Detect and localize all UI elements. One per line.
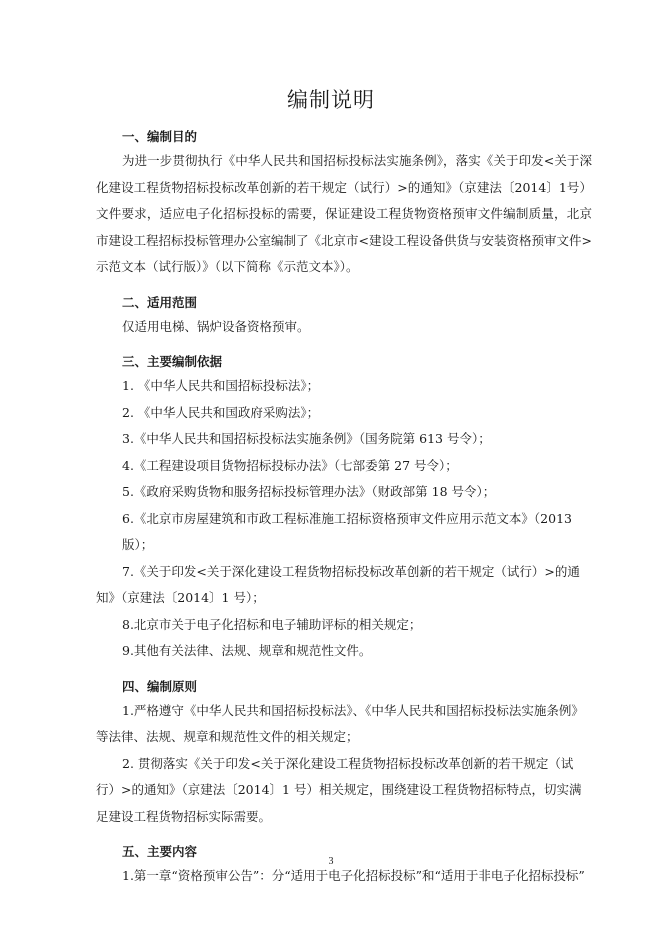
basis-item: 3.《中华人民共和国招标投标法实施条例》（国务院第 613 号令）； [122,431,491,446]
section-heading-purpose: 一、编制目的 [122,129,198,144]
basis-item: 2. 《中华人民共和国政府采购法》； [122,404,320,420]
principle-item: 1.严格遵守《中华人民共和国招标投标法》、《中华人民共和国招标投标法实施条例》等法律、法规、规章和规范性文件的相关规定； [96,702,584,744]
purpose-paragraph: 为进一步贯彻执行《中华人民共和国招标投标法实施条例》，落实《关于印发<关于深化建设工程货物招标投标改革创新的若干规定（试行）>的通知》（京建法〔2014〕1号）文件要求，适应电子化招标投标的需要，保证建设工程货物资格预审文件编制质量，北京市建设工程招标投标管理办公室编制了《北京市<建设工程设备供货与安装资格预审文件>示范文本（试行版）》（以下简称《示范文本》）。 [96,153,592,274]
document-body [96,126,592,890]
section-heading-principles: 四、编制原则 [122,678,198,694]
section-heading-scope: 二、适用范围 [122,294,198,310]
principle-item: 2. 贯彻落实《关于印发<关于深化建设工程货物招标投标改革创新的若干规定（试行）>的通知》（京建法〔2014〕1 号）相关规定，围绕建设工程货物招标特点，切实满足建设工程货物招标实际需要。 [96,755,582,824]
basis-item: 4.《工程建设项目货物招标投标办法》（七部委第 27 号令）； [122,457,458,473]
page-number: 3 [328,856,334,867]
basis-item: 8.北京市关于电子化招标和电子辅助评标的相关规定； [122,616,422,632]
section-heading-basis: 三、主要编制依据 [122,354,223,369]
section-heading-contents: 五、主要内容 [122,844,198,859]
basis-item: 1. 《中华人民共和国招标投标法》； [122,378,320,393]
contents-item: 1.第一章“资格预审公告”：分“适用于电子化招标投标”和“适用于非电子化招标投标” [122,868,585,883]
basis-item: 5.《政府采购货物和服务招标投标管理办法》（财政部第 18 号令）； [122,484,496,499]
scope-paragraph: 仅适用电梯、锅炉设备资格预审。 [122,318,310,334]
document-title: 编制说明 [287,88,375,112]
basis-item: 6.《北京市房屋建筑和市政工程标准施工招标资格预审文件应用示范文本》（2013 版）； [122,510,572,552]
basis-item: 9.其他有关法律、法规、规章和规范性文件。 [122,643,372,658]
basis-item: 7.《关于印发<关于深化建设工程货物招标投标改革创新的若干规定（试行）>的通知》（京建法〔2014〕1 号）； [96,563,580,605]
